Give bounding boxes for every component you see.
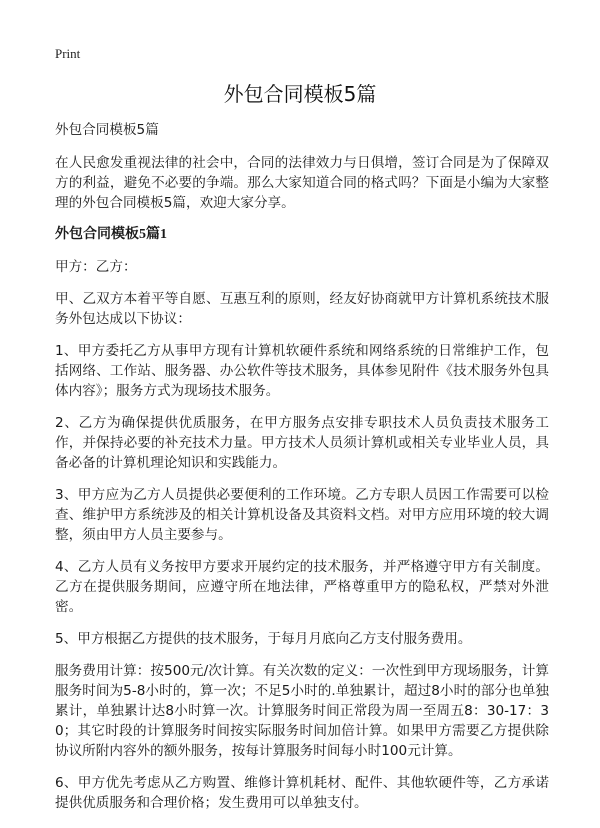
clause-5: 5、甲方根据乙方提供的技术服务，于每月月底向乙方支付服务费用。 [55,631,472,647]
agreement-preamble: 甲、乙双方本着平等自愿、互惠互利的原则，经友好协商就甲方计算机系统技术服务外包达成以下协议： [55,291,549,327]
clause-1: 1、甲方委托乙方从事甲方现有计算机软硬件系统和网络系统的日常维护工作，包括网络、工作站、服务器、办公软件等技术服务，具体参见附件《技术服务外包具体内容》；服务方式为现场技术服务。 [55,343,549,399]
parties-line: 甲方：乙方： [55,259,137,275]
clause-6: 6、甲方优先考虑从乙方购置、维修计算机耗材、配件、其他软硬件等，乙方承诺提供优质服务和合理价格；发生费用可以单独支付。 [55,775,549,811]
document-subtitle: 外包合同模板5篇 [55,122,159,138]
section-heading: 外包合同模板5篇1 [55,227,167,242]
clause-3: 3、甲方应为乙方人员提供必要便利的工作环境。乙方专职人员因工作需要可以检查、维护甲方系统涉及的相关计算机设备及其资料文档。对甲方应用环境的较大调整，须由甲方人员主要参与。 [55,487,549,543]
intro-paragraph: 在人民愈发重视法律的社会中，合同的法律效力与日俱增，签订合同是为了保障双方的利益，避免不必要的争端。那么大家知道合同的格式吗？下面是小编为大家整理的外包合同模板5篇，欢迎大家分享。 [55,155,549,211]
document-body [55,120,549,825]
print-link[interactable]: Print [55,46,81,61]
fee-calculation: 服务费用计算：按500元/次计算。有关次数的定义：一次性到甲方现场服务，计算服务时间为5-8小时的，算一次；不足5小时的.单独累计，超过8小时的部分也单独累计，单独累计达8小时算一次。计算服务时间正常段为周一至周五8：30-17：30；其它时段的计算服务时间按实际服务时间加倍计算。如果甲方需要乙方提供除协议所附内容外的额外服务，按每计算服务时间每小时100元计算。 [55,663,549,759]
clause-2: 2、乙方为确保提供优质服务，在甲方服务点安排专职技术人员负责技术服务工作，并保持必要的补充技术力量。甲方技术人员须计算机或相关专业毕业人员，具备必备的计算机理论知识和实践能力。 [55,415,549,471]
page-title: 外包合同模板5篇 [223,82,377,106]
clause-4: 4、乙方人员有义务按甲方要求开展约定的技术服务，并严格遵守甲方有关制度。乙方在提供服务期间，应遵守所在地法律，严格尊重甲方的隐私权，严禁对外泄密。 [55,559,549,615]
